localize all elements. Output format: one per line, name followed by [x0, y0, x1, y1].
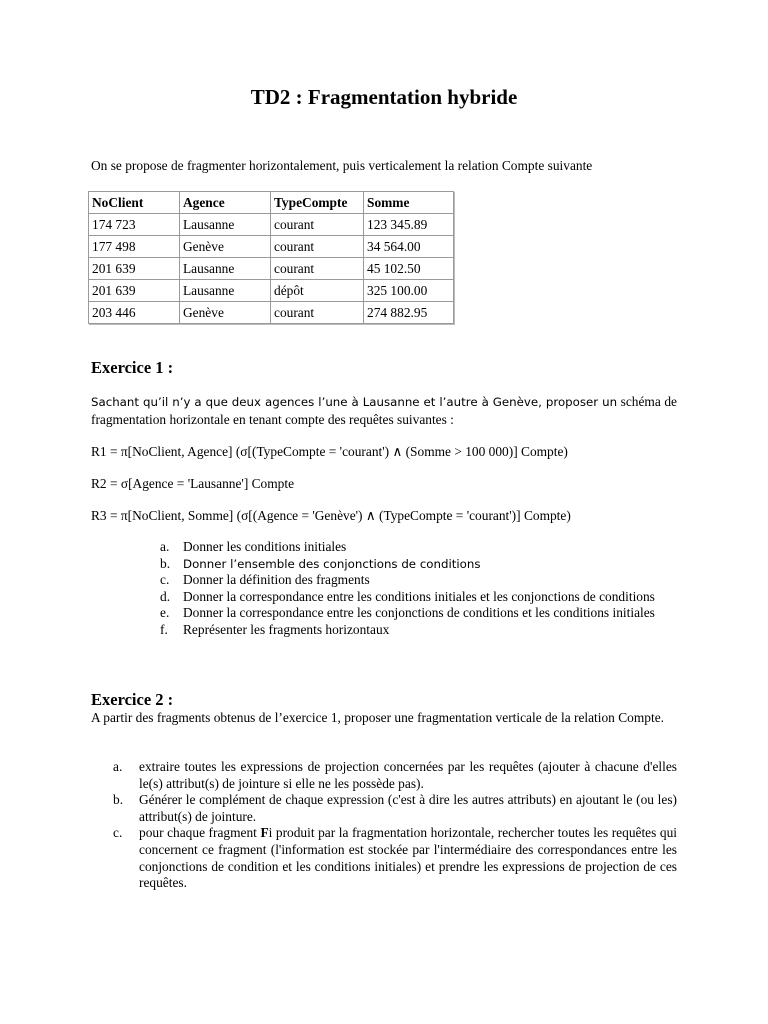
table-cell: 45 102.50	[364, 258, 454, 280]
list-item-text	[139, 825, 677, 891]
exercise-2-paragraph: A partir des fragments obtenus de l’exercice 1, proposer une fragmentation verticale de la relation Compte.	[91, 710, 664, 725]
table-cell: courant	[271, 214, 364, 236]
column-header: Agence	[180, 192, 271, 214]
list-item-label: e.	[160, 605, 170, 621]
table-cell: Genève	[180, 302, 271, 324]
list-item-label: a.	[113, 759, 123, 774]
exercise-2-questions	[113, 759, 677, 892]
list-item-text: Donner la correspondance entre les conjonctions de conditions et les conditions initiales	[183, 605, 655, 621]
request-r1: R1 = π[NoClient, Agence] (σ[(TypeCompte = 'courant') ∧ (Somme > 100 000)] Compte)	[91, 444, 568, 459]
table-cell: 203 446	[89, 302, 180, 324]
list-item	[160, 539, 677, 556]
table-cell: 174 723	[89, 214, 180, 236]
table-cell: dépôt	[271, 280, 364, 302]
table-cell: Lausanne	[180, 280, 271, 302]
list-item	[160, 622, 677, 639]
column-header: NoClient	[89, 192, 180, 214]
list-item-text: Donner la correspondance entre les conditions initiales et les conjonctions de conditions	[183, 588, 655, 604]
list-item-text: Représenter les fragments horizontaux	[183, 621, 390, 637]
exercise-1-paragraph	[91, 393, 677, 428]
table-cell: 201 639	[89, 280, 180, 302]
table-row	[89, 236, 454, 258]
table-cell: 177 498	[89, 236, 180, 258]
list-item	[113, 792, 677, 825]
exercise-1-questions	[160, 539, 677, 639]
table-row	[89, 302, 454, 324]
request-r3: R3 = π[NoClient, Somme] (σ[(Agence = 'Genève') ∧ (TypeCompte = 'courant')] Compte)	[91, 508, 571, 523]
exercise-1-paragraph-part1: Sachant qu’il n’y a que deux agences l’une à Lausanne et l’autre à Genève, proposer un	[91, 395, 618, 409]
list-item-text: Donner l’ensemble des conjonctions de conditions	[183, 556, 481, 571]
table-cell: 274 882.95	[364, 302, 454, 324]
table-header-row	[89, 192, 454, 214]
table-row	[89, 258, 454, 280]
table-cell: 123 345.89	[364, 214, 454, 236]
list-item-text-after: i produit par la fragmentation horizontale, rechercher toutes les requêtes qui concernent ce fragment (l'information est stockée par l'intermédiaire des correspondances entre les conjonctions de condition et les conditions initiales) et prendre les expressions de projection de ces requêtes.	[139, 825, 677, 891]
list-item-text-before: pour chaque fragment	[139, 825, 261, 841]
list-item-label: a.	[160, 539, 170, 554]
column-header: Somme	[364, 192, 454, 214]
list-item-text: extraire toutes les expressions de projection concernées par les requêtes (ajouter à chacune d'elles le(s) attribut(s) de jointure si elle ne les possède pas).	[139, 759, 677, 791]
table-cell: 201 639	[89, 258, 180, 280]
exercise-1-paragraph-part2: schéma de fragmentation horizontale en tenant compte des requêtes suivantes :	[91, 394, 677, 427]
exercise-1-heading: Exercice 1 :	[91, 358, 174, 377]
table-cell: Lausanne	[180, 258, 271, 280]
list-item	[160, 572, 677, 589]
column-header: TypeCompte	[271, 192, 364, 214]
list-item-text: Générer le complément de chaque expression (c'est à dire les autres attributs) en ajoutant le (ou les) attribut(s) de jointure.	[139, 792, 677, 824]
table-cell: 34 564.00	[364, 236, 454, 258]
table-cell: 325 100.00	[364, 280, 454, 302]
table-cell: courant	[271, 236, 364, 258]
list-item	[160, 589, 677, 606]
exercise-2-heading: Exercice 2 :	[91, 690, 174, 709]
intro-text: On se propose de fragmenter horizontalement, puis verticalement la relation Compte suivante	[91, 158, 593, 173]
list-item-label: b.	[113, 792, 124, 808]
list-item-label: c.	[113, 825, 123, 841]
list-item	[113, 825, 677, 891]
table-cell: Lausanne	[180, 214, 271, 236]
list-item	[160, 556, 677, 573]
request-r2: R2 = σ[Agence = 'Lausanne'] Compte	[91, 476, 295, 491]
table-row	[89, 214, 454, 236]
list-item-label: f.	[160, 621, 168, 637]
page-title: TD2 : Fragmentation hybride	[250, 85, 518, 109]
list-item-label: b.	[160, 555, 171, 571]
list-item-label: d.	[160, 588, 171, 604]
table-cell: courant	[271, 258, 364, 280]
table-cell: Genève	[180, 236, 271, 258]
table-cell: courant	[271, 302, 364, 324]
table-row	[89, 280, 454, 302]
list-item-label: c.	[160, 572, 170, 588]
fragment-symbol: F	[260, 825, 269, 841]
list-item-text: Donner la définition des fragments	[183, 572, 370, 588]
compte-table	[88, 191, 454, 324]
list-item	[113, 759, 677, 792]
list-item-text: Donner les conditions initiales	[183, 539, 347, 554]
list-item	[160, 605, 677, 622]
